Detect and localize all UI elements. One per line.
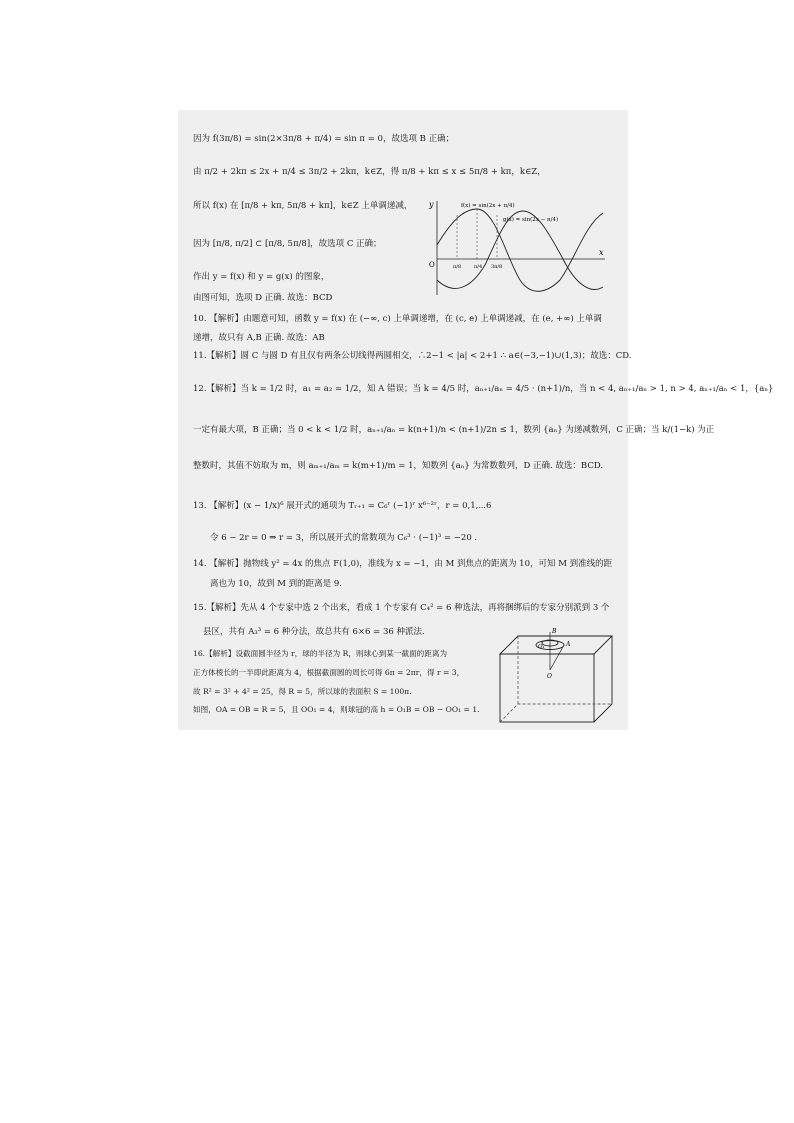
tick-label: π/8 [453,264,462,270]
cube-front-face [500,654,594,722]
origin-label: O [429,261,435,269]
text-line: 令 6 − 2r = 0 ⇒ r = 3，所以展开式的常数项为 C₆³ · (−1)³ = −20 . [210,533,478,543]
cube-figure [494,626,618,726]
text-line: 13. 【解析】(x − 1/x)⁶ 展开式的通项为 Tᵣ₊₁ = C₆ʳ (−1)ʳ x⁶⁻²ʳ，r = 0,1,⋯6 [193,501,492,511]
text-line: 因为 f(3π/8) = sin(2×3π/8 + π/4) = sin π = 0，故选项 B 正确； [193,134,455,144]
tick-label: 3π/8 [491,264,503,270]
point-label: B [552,628,557,635]
text-line: 县区，共有 A₃³ = 6 种分法，故总共有 6×6 = 36 种派法. [203,627,425,637]
cube-side-edges [594,636,612,722]
text-line: 递增，故只有 A,B 正确. 故选：AB [193,333,325,343]
text-line: 所以 f(x) 在 [π/8 + kπ, 5π/8 + kπ]，k∈Z 上单调递减， [193,201,413,211]
text-line: 11.【解析】圆 C 与圆 D 有且仅有两条公切线得两圆相交，∴2−1 < |a| < 2+1 ∴ a∈(−3,−1)∪(1,3)；故选：CD. [193,351,632,361]
text-line: 如图，OA = OB = R = 5，且 OO₁ = 4，则球冠的高 h = O₁B = OB − OO₁ = 1. [193,705,480,714]
text-line: 整数时，其值不妨取为 m，则 aₘ₊₁/aₘ = k(m+1)/m = 1，知数列 {aₙ} 为常数数列，D 正确. 故选：BCD. [193,461,604,471]
point-label: O [547,673,552,680]
text-line: 14. 【解析】抛物线 y² = 4x 的焦点 F(1,0)，准线为 x = −1，由 M 到焦点的距离为 10，可知 M 到准线的距 [193,559,613,569]
text-line: 10. 【解析】由题意可知，函数 y = f(x) 在 (−∞, c) 上单调递增，在 (c, e) 上单调递减，在 (e, +∞) 上单调 [193,314,602,324]
g-label: g(x) = sin(2x − π/4) [503,217,559,223]
text-line: 作出 y = f(x) 和 y = g(x) 的图象， [193,272,330,282]
text-line: 由图可知，选项 D 正确. 故选：BCD [193,293,333,303]
point-label: A [566,641,571,648]
point-label: O₁ [538,644,545,650]
text-line: 12.【解析】当 k = 1/2 时，a₁ = a₂ = 1/2，知 A 错误；当 k = 4/5 时，aₙ₊₁/aₙ = 4/5 · (n+1)/n，当 n < 4, aₙ₊₁/aₙ > 1, n > 4, aₙ₊₁/aₙ < 1，{aₙ} [193,384,774,394]
text-line: 15.【解析】先从 4 个专家中选 2 个出来，看成 1 个专家有 C₄² = 6 种选法，再将捆绑后的专家分别派到 3 个 [193,603,610,613]
text-line: 因为 [π/8, π/2] ⊂ [π/8, 5π/8]，故选项 C 正确； [193,239,382,249]
text-line: 故 R² = 3² + 4² = 25，得 R = 5，所以球的表面积 S = 100π. [193,687,412,696]
f-label: f(x) = sin(2x + π/4) [461,203,515,209]
trig-graph [425,195,610,300]
text-line: 正方体棱长的一半即此距离为 4，根据截面圆的周长可得 6π = 2πr，得 r = 3， [193,668,465,677]
text-line: 离也为 10，故到 M 到的距离是 9. [210,579,342,589]
text-line: 一定有最大项，B 正确；当 0 < k < 1/2 时，aₙ₊₁/aₙ = k(n+1)/n < (n+1)/2n ≤ 1，数列 {aₙ} 为递减数列，C 正确；当 k/(1−k) 为正 [193,425,715,435]
tick-label: π/4 [474,264,483,270]
y-axis-label: y [429,200,434,209]
x-axis-label: x [599,248,604,257]
text-line: 16.【解析】设截面圆半径为 r，球的半径为 R，则球心到某一截面的距离为 [193,649,448,658]
text-line: 由 π/2 + 2kπ ≤ 2x + π/4 ≤ 3π/2 + 2kπ，k∈Z，得 π/8 + kπ ≤ x ≤ 5π/8 + kπ，k∈Z， [193,167,546,177]
cube-hidden-edges [500,704,612,722]
